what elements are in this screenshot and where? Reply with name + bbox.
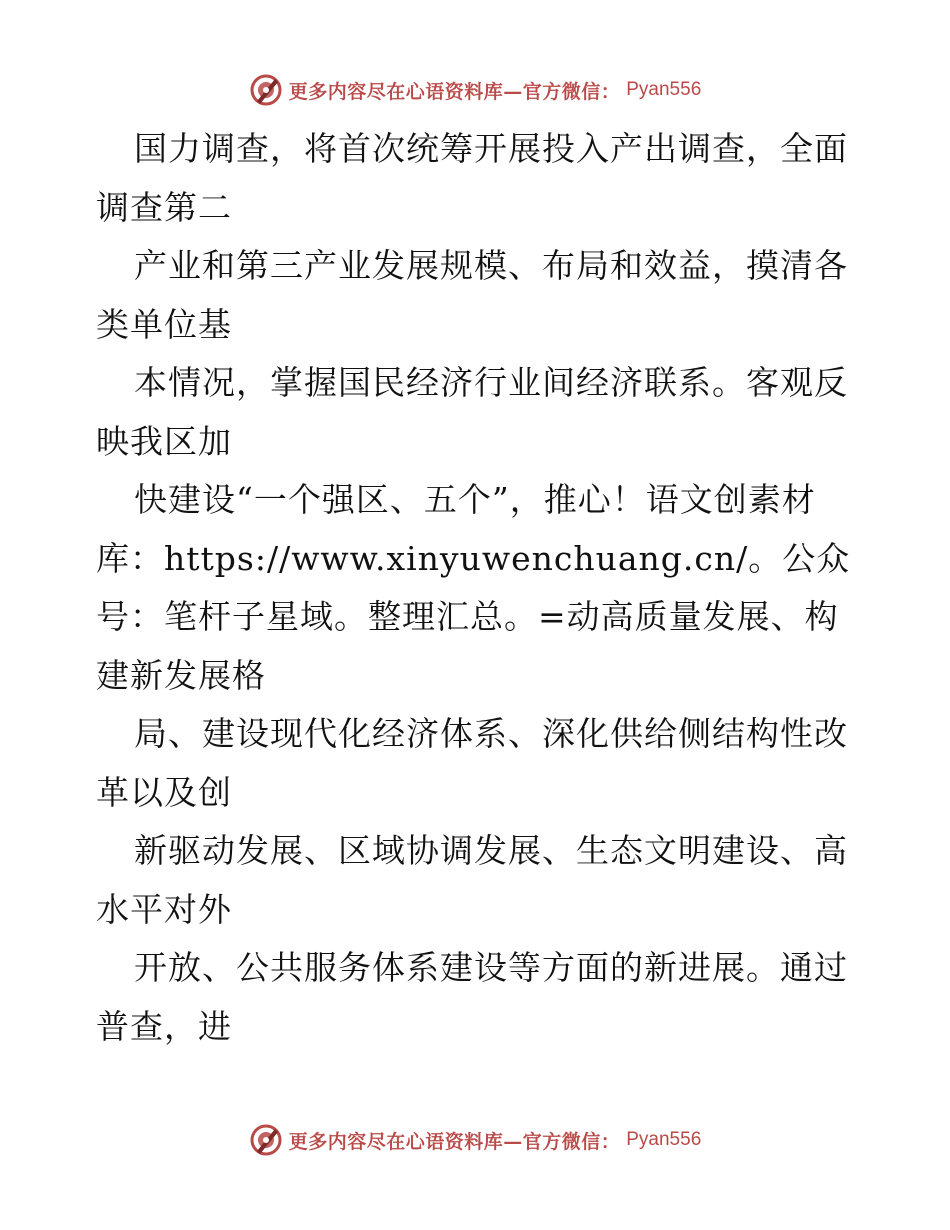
paragraph: 开放、公共服务体系建设等方面的新进展。通过普查，进 [96,948,848,1046]
paragraph: 快建设“一个强区、五个”，推心！语文创素材库：https://www.xinyuwenchuang.cn/。公众号：笔杆子星域。整理汇总。=动高质量发展、构建新发展格 [96,480,851,695]
document-body [96,120,856,1056]
banner-wechat-handle: Pyan556 [626,79,702,100]
paragraph: 产业和第三产业发展规模、布局和效益，摸清各类单位基 [96,246,848,344]
banner-label: 更多内容尽在心语资料库—官方微信： [288,1130,621,1153]
paragraph: 本情况，掌握国民经济行业间经济联系。客观反映我区加 [96,363,848,461]
paragraph: 新驱动发展、区域协调发展、生态文明建设、高水平对外 [96,831,848,929]
paragraph: 局、建设现代化经济体系、深化供给侧结构性改革以及创 [96,714,848,812]
banner-wechat-handle: Pyan556 [626,1129,702,1150]
banner-label: 更多内容尽在心语资料库—官方微信： [288,80,621,103]
header-watermark-banner [0,70,950,110]
quill-pen-seal-logo [249,1123,283,1157]
footer-watermark-banner [0,1120,950,1160]
quill-pen-seal-logo [249,73,283,107]
paragraph: 国力调查，将首次统筹开展投入产出调查，全面调查第二 [96,129,848,227]
